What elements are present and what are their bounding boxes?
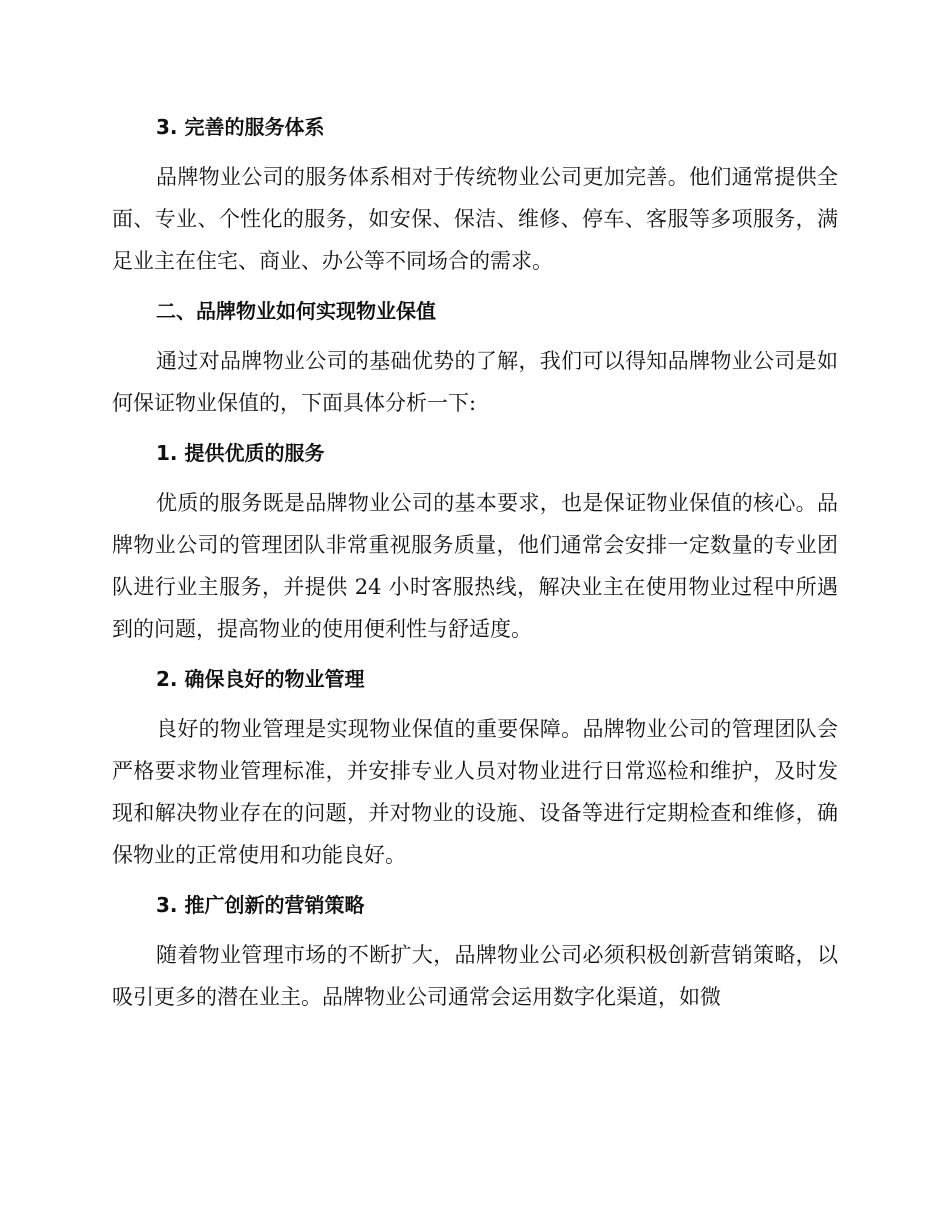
paragraph-property-management: 良好的物业管理是实现物业保值的重要保障。品牌物业公司的管理团队会严格要求物业管理标准，并安排专业人员对物业进行日常巡检和维护，及时发现和解决物业存在的问题，并对物业的设施、设备等进行定期检查和维修，确保物业的正常使用和功能良好。 bbox=[112, 717, 838, 867]
section-heading-property-management: 2. 确保良好的物业管理 bbox=[156, 667, 365, 691]
section-heading-marketing-strategy: 3. 推广创新的营销策略 bbox=[156, 893, 365, 917]
paragraph-quality-service: 优质的服务既是品牌物业公司的基本要求，也是保证物业保值的核心。品牌物业公司的管理团队非常重视服务质量，他们通常会安排一定数量的专业团队进行业主服务，并提供 24 小时客服热线，解决业主在使用物业过程中所遇到的问题，提高物业的使用便利性与舒适度。 bbox=[112, 491, 838, 641]
paragraph-service-system: 品牌物业公司的服务体系相对于传统物业公司更加完善。他们通常提供全面、专业、个性化的服务，如安保、保洁、维修、停车、客服等多项服务，满足业主在住宅、商业、办公等不同场合的需求。 bbox=[112, 165, 838, 273]
paragraph-marketing-strategy: 随着物业管理市场的不断扩大，品牌物业公司必须积极创新营销策略，以吸引更多的潜在业主。品牌物业公司通常会运用数字化渠道，如微 bbox=[112, 943, 838, 1009]
chapter-heading-value-preservation: 二、品牌物业如何实现物业保值 bbox=[156, 299, 436, 323]
paragraph-value-intro: 通过对品牌物业公司的基础优势的了解，我们可以得知品牌物业公司是如何保证物业保值的，下面具体分析一下: bbox=[112, 349, 838, 415]
section-heading-quality-service: 1. 提供优质的服务 bbox=[156, 441, 325, 465]
section-heading-service-system: 3. 完善的服务体系 bbox=[156, 115, 325, 139]
